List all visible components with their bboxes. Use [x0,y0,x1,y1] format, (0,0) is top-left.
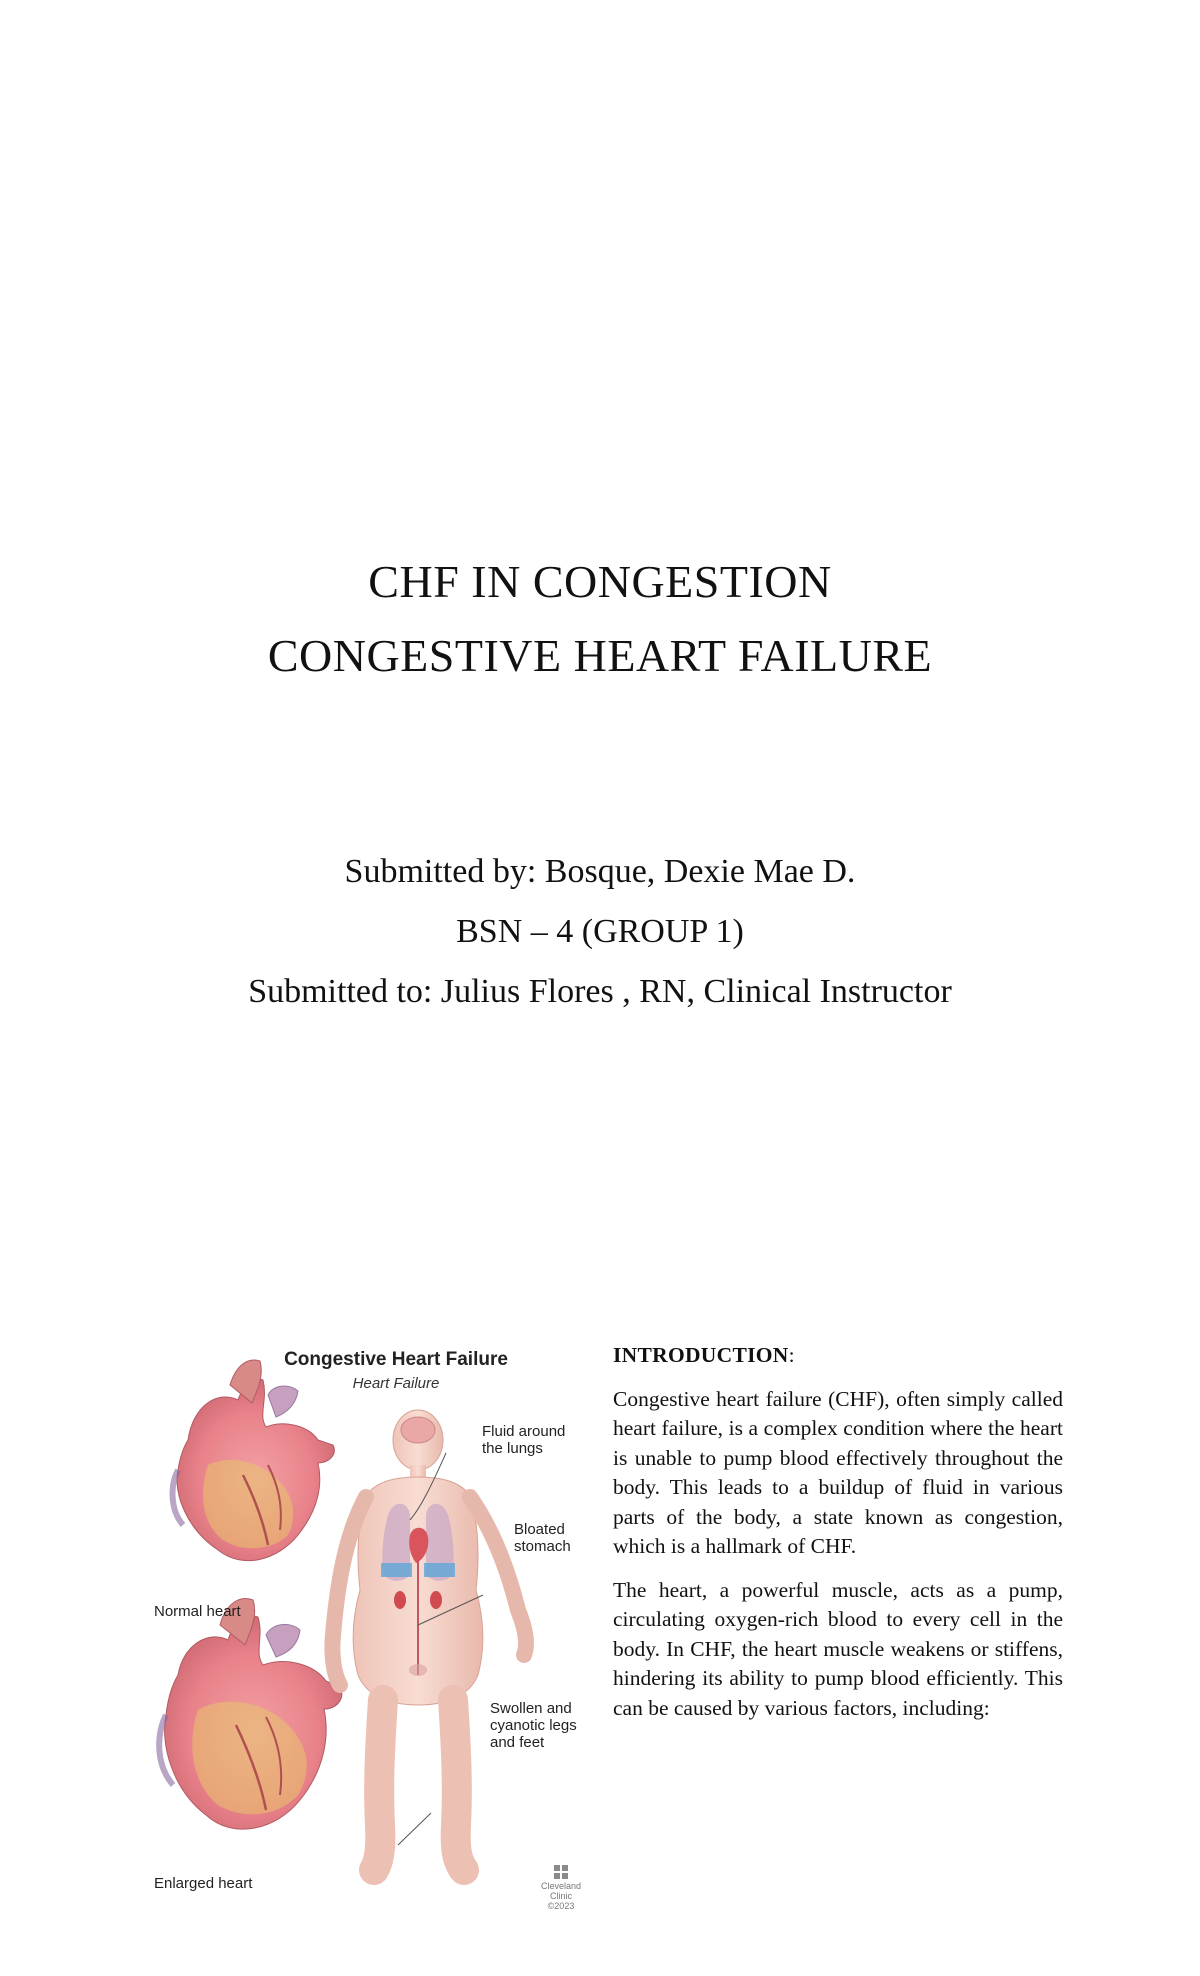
body-figure-drawing [332,1410,526,1870]
label-normal-heart: Normal heart [154,1603,241,1620]
section: BSN – 4 (GROUP 1) [456,913,744,950]
label-swollen-legs [490,1700,577,1751]
introduction-heading [613,1341,1063,1371]
cleveland-clinic-logo [536,1865,586,1911]
title-line-1: CHF IN CONGESTION [368,556,832,607]
introduction-heading-colon: : [788,1343,795,1367]
label-fluid-lungs-line2: the lungs [482,1440,543,1457]
label-bloated-stomach [514,1521,571,1555]
enlarged-heart-drawing [159,1599,342,1830]
logo-line-2: Clinic [549,1891,572,1901]
figure-subtitle: Heart Failure [352,1375,440,1392]
introduction-heading-text: INTRODUCTION [613,1343,789,1367]
title-block [0,545,1200,693]
heart-failure-illustration [148,1345,598,1911]
label-fluid-lungs [482,1423,565,1457]
label-swollen-line1: Swollen and [490,1700,572,1717]
submitted-to: Submitted to: Julius Flores , RN, Clinical Instructor [248,973,952,1010]
logo-line-1: Cleveland [540,1881,582,1891]
title-line-2: CONGESTIVE HEART FAILURE [267,630,933,681]
submitted-by: Submitted by: Bosque, Dexie Mae D. [344,853,856,890]
label-bloated-line2: stomach [514,1538,571,1555]
label-bloated-line1: Bloated [514,1521,565,1538]
introduction-section [613,1341,1063,1737]
submission-block [0,842,1200,1022]
intro-paragraph-2: The heart, a powerful muscle, acts as a pump, circulating oxygen-rich blood to every cell in the body. In CHF, the heart muscle weakens or stiffens, hindering its ability to pump blood efficiently. This can be caused by various factors, including: [613,1577,1063,1720]
figure-title: Congestive Heart Failure [284,1349,508,1370]
cleveland-clinic-cross-icon [554,1865,568,1879]
label-swollen-line3: and feet [490,1734,545,1751]
label-enlarged-heart: Enlarged heart [154,1875,253,1892]
label-swollen-line2: cyanotic legs [490,1717,577,1734]
intro-paragraph-1: Congestive heart failure (CHF), often simply called heart failure, is a complex condition where the heart is unable to pump blood effectively throughout the body. This leads to a buildup of fluid in various parts of the body, a state known as congestion, which is a hallmark of CHF. [613,1386,1063,1558]
logo-line-3: ©2023 [547,1901,575,1911]
label-fluid-lungs-line1: Fluid around [482,1423,566,1440]
